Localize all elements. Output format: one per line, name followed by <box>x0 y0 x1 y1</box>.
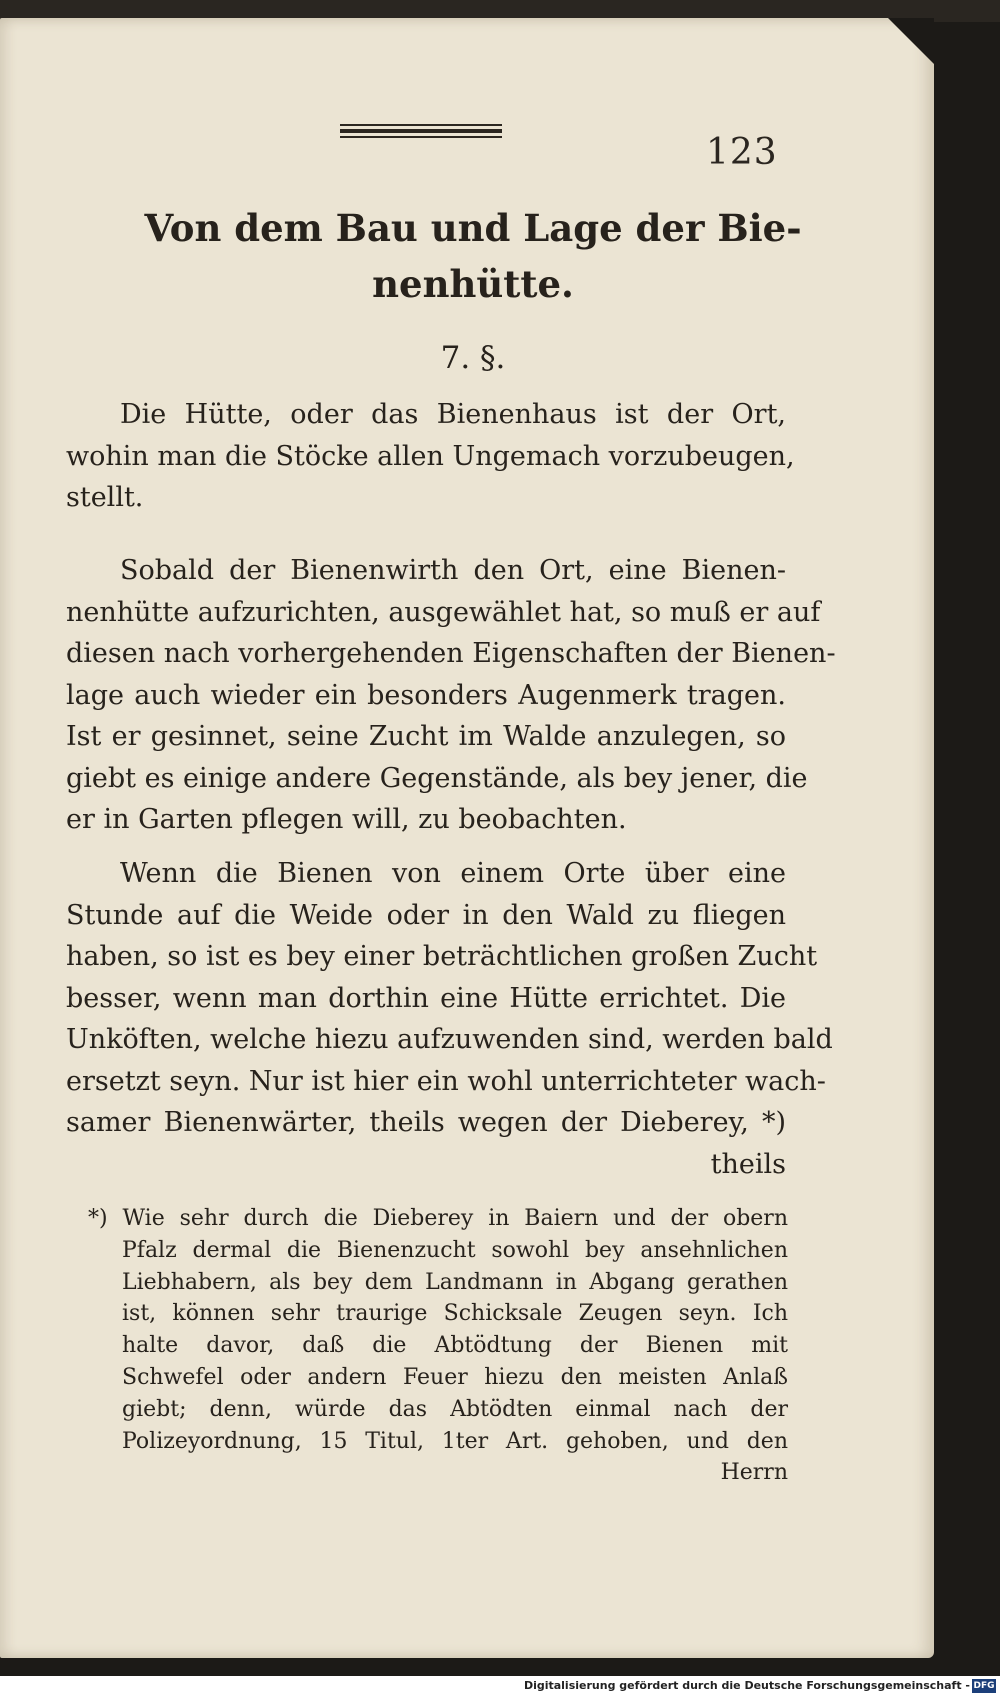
catchword: theils <box>710 1148 786 1180</box>
footnote-catchword: Herrn <box>720 1460 788 1486</box>
text-line: lage auch wieder ein besonders Augenmerk tragen. <box>66 679 786 711</box>
page-number: 123 <box>706 132 778 173</box>
text-line: samer Bienenwärter, theils wegen der Dieberey, *) <box>66 1107 786 1138</box>
text-line: haben, so ist es bey einer beträchtlichen großen Zucht <box>66 941 818 972</box>
funding-credit: Digitalisierung gefördert durch die Deutsche Forschungsgemeinschaft - <box>523 1679 970 1692</box>
chapter-heading-line-2: nenhütte. <box>372 262 574 306</box>
footnote-line: halte davor, daß die Abtödtung der Bienen mit <box>122 1333 788 1359</box>
text-line: Die Hütte, oder das Bienenhaus ist der Ort, <box>120 399 786 430</box>
footnote-line: Polizeyordnung, 15 Titul, 1ter Art. gehoben, und den <box>122 1428 788 1454</box>
footnote-line: giebt; denn, würde das Abtödten einmal nach der <box>122 1396 788 1422</box>
dfg-logo: DFG <box>973 1681 995 1691</box>
footnote-line: *) Wie sehr durch die Dieberey in Baiern und der obern <box>88 1206 788 1231</box>
footnote-line: ist, können sehr traurige Schicksale Zeugen seyn. Ich <box>122 1301 788 1327</box>
text-line: Unköften, welche hiezu aufzuwenden sind, werden bald <box>66 1024 833 1055</box>
chapter-heading-line-1: Von dem Bau und Lage der Bie- <box>144 206 802 250</box>
footnote-line: Pfalz dermal die Bienenzucht sowohl bey ansehnlichen <box>122 1237 788 1263</box>
footnote <box>88 1203 788 1489</box>
text-line: ersetzt seyn. Nur ist hier ein wohl unterrichteter wach- <box>66 1065 826 1097</box>
footnote-line: Schwefel oder andern Feuer hiezu den meisten Anlaß <box>122 1364 788 1390</box>
text-line: diesen nach vorhergehenden Eigenschaften der Bienen- <box>66 638 836 669</box>
footnote-line: Liebhabern, als bey dem Landmann in Abgang gerathen <box>122 1269 788 1295</box>
text-line: wohin man die Stöcke allen Ungemach vorzubeugen, <box>66 440 795 472</box>
text-line: nenhütte aufzurichten, ausgewählet hat, so muß er auf <box>66 596 821 628</box>
text-line: Ist er gesinnet, seine Zucht im Walde anzulegen, so <box>66 721 786 752</box>
paragraph-1 <box>66 394 795 519</box>
text-line: Sobald der Bienenwirth den Ort, eine Bienen- <box>120 555 786 586</box>
text-line: besser, wenn man dorthin eine Hütte errichtet. Die <box>66 982 786 1014</box>
page-corner <box>888 18 934 64</box>
text-line: Wenn die Bienen von einem Orte über eine <box>120 858 786 889</box>
paragraph-3 <box>66 853 833 1185</box>
paragraph-2 <box>66 550 836 841</box>
text-line: Stunde auf die Weide oder in den Wald zu fliegen <box>66 899 786 931</box>
section-mark: 7. §. <box>440 340 506 376</box>
text-line: giebt es einige andere Gegenstände, als bey jener, die <box>66 762 808 794</box>
text-line: er in Garten pflegen will, zu beobachten. <box>66 804 627 835</box>
header-rule <box>340 124 502 138</box>
text-line: stellt. <box>66 482 144 513</box>
